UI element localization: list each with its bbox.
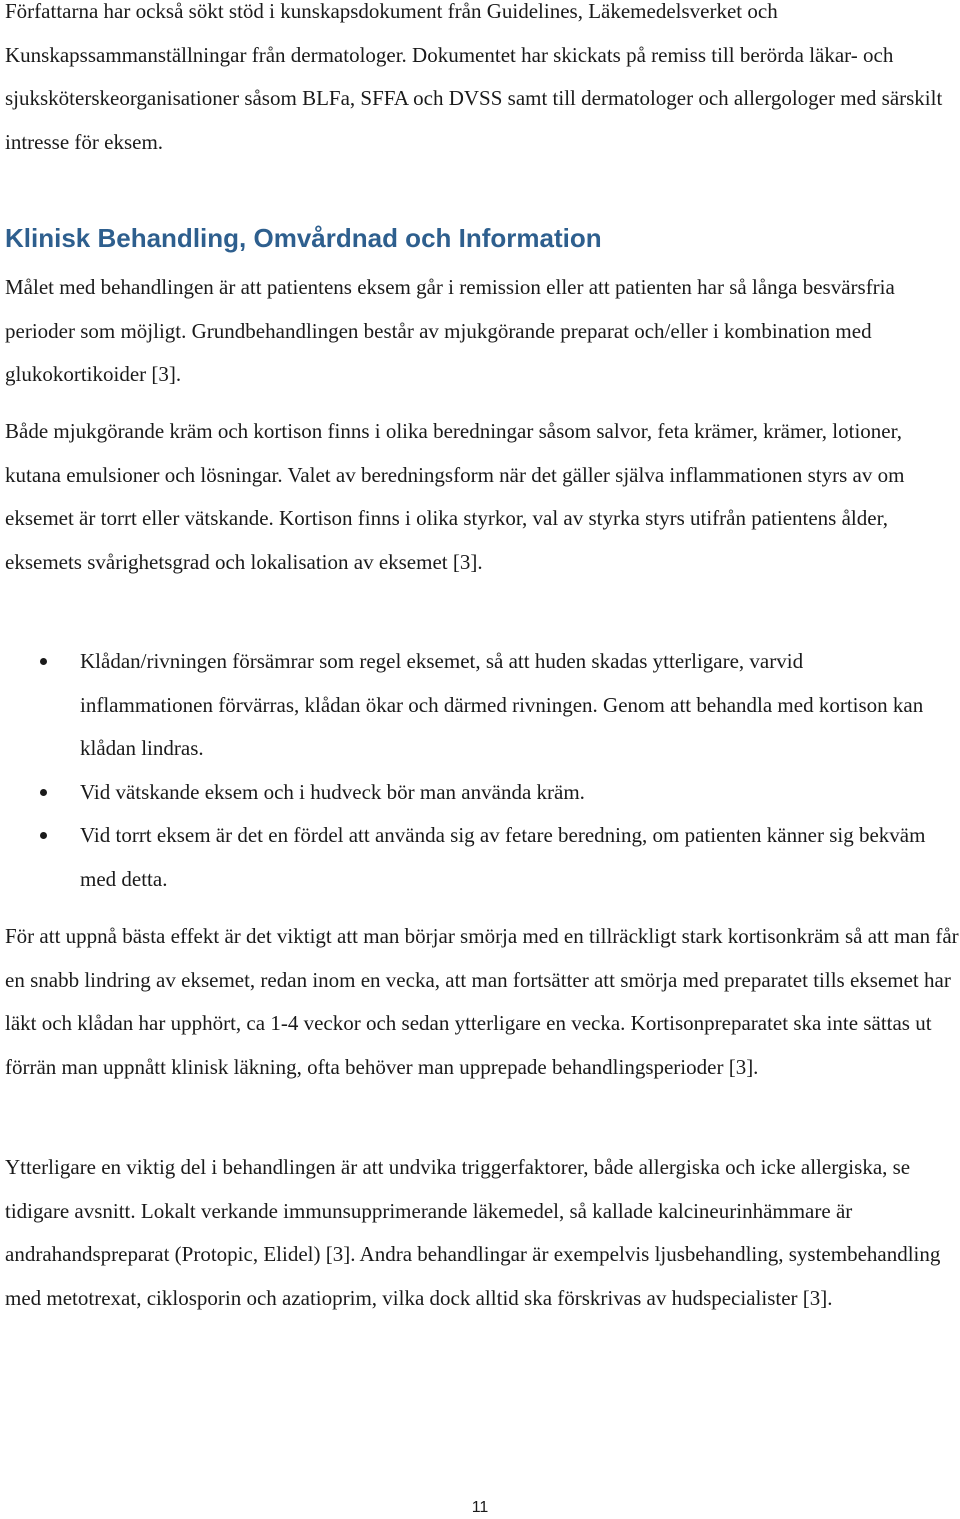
formulations-paragraph: Både mjukgörande kräm och kortison finns i olika beredningar såsom salvor, feta krämer, krämer, lotioner, kutana emulsioner och lösningar. Valet av beredningsform när det gäller själva inflammationen styrs av om eksemet är torrt eller vätskande. Kortison finns i olika styrkor, val av styrka styrs utifrån patientens ålder, eksemets svårighetsgrad och lokalisation av eksemet [3].	[5, 419, 905, 574]
effect-paragraph: För att uppnå bästa effekt är det viktigt att man börjar smörja med en tillräckligt stark kortisonkräm så att man får en snabb lindring av eksemet, redan inom en vecka, att man fortsätter att smörja med preparatet tills eksemet har läkt och klådan har upphört, ca 1-4 veckor och sedan ytterligare en vecka. Kortisonpreparatet ska inte sättas ut förrän man uppnått klinisk läkning, ofta behöver man upprepade behandlingsperioder [3].	[5, 924, 959, 1079]
list-item	[0, 640, 940, 771]
goal-paragraph: Målet med behandlingen är att patientens eksem går i remission eller att patienten har så långa besvärsfria perioder som möjligt. Grundbehandlingen består av mjukgörande preparat och/eller i kombination med glukokortikoider [3].	[5, 275, 895, 387]
intro-paragraph: Författarna har också sökt stöd i kunskapsdokument från Guidelines, Läkemedelsverket och Kunskapssammanställningar från dermatologer. Dokumentet har skickats på remiss till berörda läkar- och sjuksköterskeorganisationer såsom BLFa, SFFA och DVSS samt till dermatologer och allergologer med särskilt intresse för eksem.	[5, 0, 943, 154]
bullet-list	[0, 640, 960, 902]
list-item-text: Klådan/rivningen försämrar som regel eksemet, så att huden skadas ytterligare, varvid inflammationen förvärras, klådan ökar och därmed rivningen. Genom att behandla med kortison kan klådan lindras.	[80, 649, 924, 761]
list-item-text: Vid torrt eksem är det en fördel att använda sig av fetare beredning, om patienten känner sig bekväm med detta.	[80, 823, 926, 891]
bullet-dot-icon	[40, 832, 47, 839]
section-heading: Klinisk Behandling, Omvårdnad och Information	[5, 223, 602, 253]
page-number: 11	[471, 1499, 489, 1516]
bullet-dot-icon	[40, 658, 47, 665]
bullet-dot-icon	[40, 789, 47, 796]
list-item	[0, 814, 940, 901]
trigger-paragraph: Ytterligare en viktig del i behandlingen är att undvika triggerfaktorer, både allergiska och icke allergiska, se tidigare avsnitt. Lokalt verkande immunsupprimerande läkemedel, så kallade kalcineurinhämmare är andrahandspreparat (Protopic, Elidel) [3]. Andra behandlingar är exempelvis ljusbehandling, systembehandling med metotrexat, ciklosporin och azatioprim, vilka dock alltid ska förskrivas av hudspecialister [3].	[5, 1155, 941, 1310]
list-item	[0, 771, 940, 815]
list-item-text: Vid vätskande eksem och i hudveck bör man använda kräm.	[80, 779, 585, 804]
